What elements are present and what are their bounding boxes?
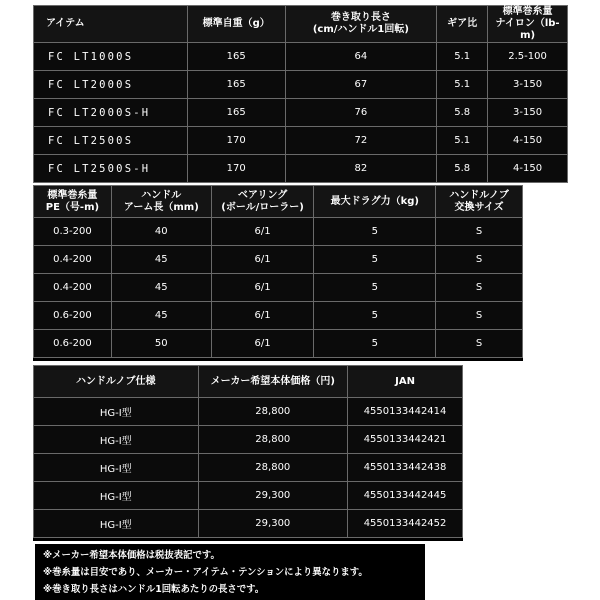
table-cell: 5.1 xyxy=(437,71,488,99)
table-cell: 45 xyxy=(111,302,211,330)
spec-table-1 xyxy=(33,5,568,181)
header-row xyxy=(34,366,463,398)
table-cell: 165 xyxy=(187,71,285,99)
footnote: ※巻糸量は目安であり、メーカー・アイテム・テンションにより異なります。 xyxy=(43,567,368,578)
table-row xyxy=(34,302,523,330)
table-cell: 5 xyxy=(314,218,436,246)
table-cell: FC LT2500S xyxy=(34,127,188,155)
table-row xyxy=(34,43,568,71)
column-header: ハンドル アーム長（mm) xyxy=(111,186,211,218)
table-cell: S xyxy=(436,274,523,302)
table-cell: 5 xyxy=(314,246,436,274)
table-cell: 6/1 xyxy=(211,330,314,358)
column-header: ハンドルノブ仕様 xyxy=(34,366,199,398)
table-row xyxy=(34,482,463,510)
table-cell: FC LT2000S xyxy=(34,71,188,99)
table-cell: 29,300 xyxy=(198,482,348,510)
table-cell: FC LT1000S xyxy=(34,43,188,71)
table-cell: 28,800 xyxy=(198,426,348,454)
table-cell: 0.4-200 xyxy=(34,274,112,302)
table-cell: 170 xyxy=(187,127,285,155)
table-cell: S xyxy=(436,218,523,246)
table-cell: 72 xyxy=(285,127,437,155)
table-cell: 64 xyxy=(285,43,437,71)
table-row xyxy=(34,218,523,246)
column-header: 標準自重（g） xyxy=(187,6,285,43)
table-cell: HG-I型 xyxy=(34,510,199,538)
table-cell: 4550133442421 xyxy=(348,426,463,454)
table-cell: 5.8 xyxy=(437,155,488,183)
footnote: ※巻き取り長さはハンドル1回転あたりの長さです。 xyxy=(43,584,265,595)
table-cell: 4550133442452 xyxy=(348,510,463,538)
table-cell: 5.8 xyxy=(437,99,488,127)
table-cell: 5.1 xyxy=(437,127,488,155)
column-header: 最大ドラグ力（kg) xyxy=(314,186,436,218)
table-cell: FC LT2000S-H xyxy=(34,99,188,127)
table-cell: 28,800 xyxy=(198,454,348,482)
table-row xyxy=(34,99,568,127)
table-cell: 3-150 xyxy=(488,99,568,127)
table-cell: 0.6-200 xyxy=(34,302,112,330)
table-row xyxy=(34,71,568,99)
column-header: ベアリング (ボール/ローラー) xyxy=(211,186,314,218)
table-cell: HG-I型 xyxy=(34,398,199,426)
table-cell: 45 xyxy=(111,274,211,302)
table-cell: 4-150 xyxy=(488,127,568,155)
table-cell: 3-150 xyxy=(488,71,568,99)
table-row xyxy=(34,274,523,302)
table-cell: 45 xyxy=(111,246,211,274)
table-cell: 165 xyxy=(187,43,285,71)
table-cell: FC LT2500S-H xyxy=(34,155,188,183)
table-row xyxy=(34,454,463,482)
table-cell: 4550133442438 xyxy=(348,454,463,482)
column-header: アイテム xyxy=(34,6,188,43)
table-cell: S xyxy=(436,330,523,358)
column-header: 巻き取り長さ (cm/ハンドル1回転) xyxy=(285,6,437,43)
table-cell: 4-150 xyxy=(488,155,568,183)
table-cell: 29,300 xyxy=(198,510,348,538)
column-header: ギア比 xyxy=(437,6,488,43)
table-cell: HG-I型 xyxy=(34,482,199,510)
table-cell: 0.6-200 xyxy=(34,330,112,358)
table-row xyxy=(34,398,463,426)
table-cell: 50 xyxy=(111,330,211,358)
column-header: ハンドルノブ 交換サイズ xyxy=(436,186,523,218)
price-table xyxy=(33,365,463,541)
table-cell: 0.4-200 xyxy=(34,246,112,274)
table-cell: 67 xyxy=(285,71,437,99)
table-cell: 6/1 xyxy=(211,218,314,246)
table-cell: 28,800 xyxy=(198,398,348,426)
column-header: 標準巻糸量 PE（号-m) xyxy=(34,186,112,218)
table-row xyxy=(34,246,523,274)
table-cell: HG-I型 xyxy=(34,426,199,454)
table-cell: 5 xyxy=(314,302,436,330)
table-cell: 2.5-100 xyxy=(488,43,568,71)
table-cell: S xyxy=(436,302,523,330)
table-row xyxy=(34,155,568,183)
table-cell: 6/1 xyxy=(211,302,314,330)
column-header: 標準巻糸量 ナイロン（lb-m) xyxy=(488,6,568,43)
column-header: メーカー希望本体価格（円) xyxy=(198,366,348,398)
table-cell: 4550133442414 xyxy=(348,398,463,426)
table-cell: 4550133442445 xyxy=(348,482,463,510)
footnotes xyxy=(35,544,425,600)
header-row xyxy=(34,6,568,43)
spec-table-2 xyxy=(33,185,523,361)
table-cell: 76 xyxy=(285,99,437,127)
header-row xyxy=(34,186,523,218)
table-cell: S xyxy=(436,246,523,274)
table-cell: 82 xyxy=(285,155,437,183)
table-row xyxy=(34,426,463,454)
table-cell: 165 xyxy=(187,99,285,127)
table-cell: 0.3-200 xyxy=(34,218,112,246)
footnote: ※メーカー希望本体価格は税抜表記です。 xyxy=(43,550,220,561)
table-cell: 40 xyxy=(111,218,211,246)
table-row xyxy=(34,127,568,155)
table-row xyxy=(34,330,523,358)
table-cell: 6/1 xyxy=(211,274,314,302)
table-cell: HG-I型 xyxy=(34,454,199,482)
table-cell: 5.1 xyxy=(437,43,488,71)
table-cell: 6/1 xyxy=(211,246,314,274)
table-row xyxy=(34,510,463,538)
table-cell: 5 xyxy=(314,330,436,358)
table-cell: 170 xyxy=(187,155,285,183)
column-header: JAN xyxy=(348,366,463,398)
table-cell: 5 xyxy=(314,274,436,302)
